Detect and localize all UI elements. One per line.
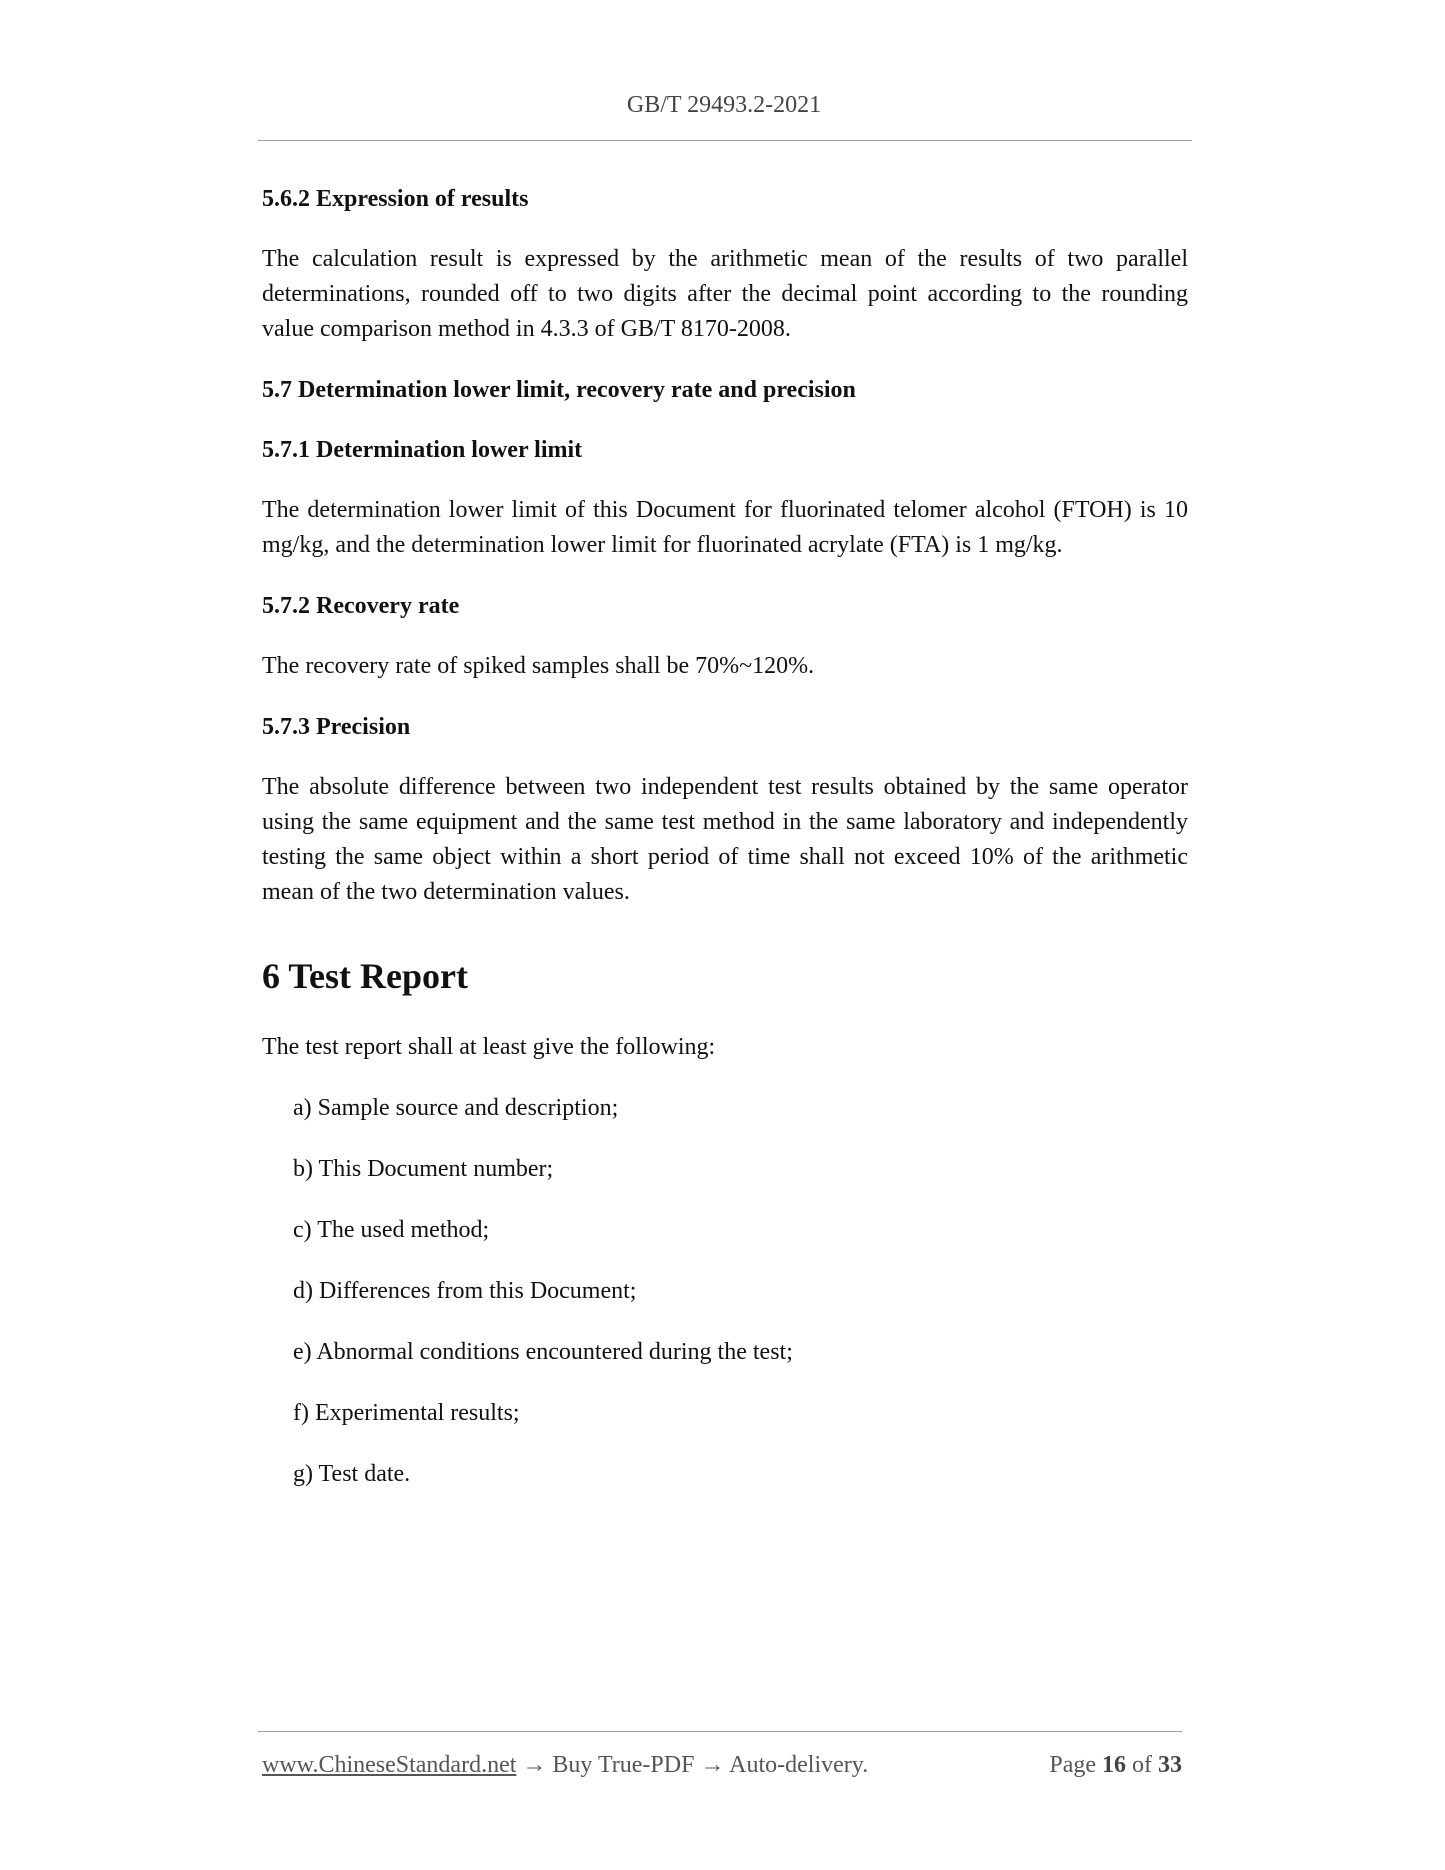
heading-6-test-report: 6 Test Report xyxy=(262,956,468,996)
page-number xyxy=(1049,1752,1182,1779)
list-item: d) Differences from this Document; xyxy=(293,1278,637,1304)
current-page-number: 16 xyxy=(1102,1752,1126,1778)
paragraph-determination-lower-limit: The determination lower limit of this Document for fluorinated telomer alcohol (FTOH) is 10 mg/kg, and the determination lower limit for fluorinated acrylate (FTA) is 1 mg/kg. xyxy=(262,497,1188,558)
arrow-right-icon: → xyxy=(700,1752,725,1778)
paragraph-recovery-rate: The recovery rate of spiked samples shall be 70%~120%. xyxy=(262,653,815,679)
heading-5-6-2: 5.6.2 Expression of results xyxy=(262,186,529,212)
page-header-doc-id: GB/T 29493.2-2021 xyxy=(626,92,822,118)
list-item: a) Sample source and description; xyxy=(293,1095,619,1121)
footer-divider xyxy=(258,1731,1182,1732)
list-item: b) This Document number; xyxy=(293,1156,554,1182)
buy-true-pdf-text: Buy True-PDF xyxy=(552,1752,695,1778)
heading-5-7-1: 5.7.1 Determination lower limit xyxy=(262,437,583,463)
paragraph-test-report-intro: The test report shall at least give the following: xyxy=(262,1034,716,1060)
heading-5-7-3: 5.7.3 Precision xyxy=(262,714,411,740)
arrow-right-icon: → xyxy=(522,1752,547,1778)
heading-5-7-2: 5.7.2 Recovery rate xyxy=(262,593,460,619)
paragraph-expression-of-results: The calculation result is expressed by the arithmetic mean of the results of two parallel determinations, rounded off to two digits after the decimal point according to the rounding value comparison method in 4.3.3 of GB/T 8170-2008. xyxy=(262,246,1188,342)
total-pages-number: 33 xyxy=(1158,1752,1182,1778)
list-item: f) Experimental results; xyxy=(293,1400,520,1426)
paragraph-precision: The absolute difference between two independent test results obtained by the same operator using the same equipment and the same test method in the same laboratory and independently testing the same object within a short period of time shall not exceed 10% of the arithmetic mean of the two determination values. xyxy=(262,774,1188,905)
of-label: of xyxy=(1132,1752,1152,1778)
list-item: g) Test date. xyxy=(293,1461,411,1487)
auto-delivery-text: Auto-delivery. xyxy=(729,1752,869,1778)
header-divider xyxy=(258,140,1192,141)
list-item: e) Abnormal conditions encountered during the test; xyxy=(293,1339,793,1365)
test-report-items-list xyxy=(262,1091,1188,1492)
list-item: c) The used method; xyxy=(293,1217,490,1243)
page-label: Page xyxy=(1049,1752,1096,1778)
footer-promo xyxy=(262,1752,868,1779)
document-body xyxy=(262,182,1188,1518)
heading-5-7: 5.7 Determination lower limit, recovery rate and precision xyxy=(262,377,856,403)
site-link[interactable]: www.ChineseStandard.net xyxy=(262,1752,517,1778)
